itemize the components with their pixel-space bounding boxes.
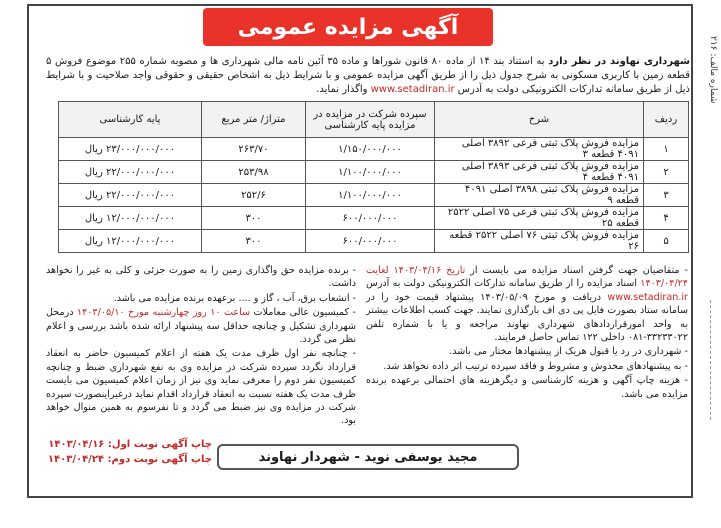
cell-row-number: ۵ <box>644 230 689 253</box>
signature-text: مجید یوسفی نوید - شهردار نهاوند <box>258 449 478 465</box>
cell-base-price: ۲۳/۰۰۰/۰۰۰/۰۰۰ ریال <box>59 138 202 161</box>
term-text: اسناد مزایده را از طریق سامانه تدارکات الکترونیکی دولت به آدرس <box>366 278 641 290</box>
col-header-row-number: ردیف <box>644 102 689 138</box>
cell-row-number: ۴ <box>644 207 689 230</box>
terms-column-right <box>366 264 688 402</box>
cell-row-number: ۱ <box>644 138 689 161</box>
table-header-row <box>59 102 689 138</box>
cell-area: ۲۵۳/۹۸ <box>202 161 306 184</box>
intro-paragraph <box>46 55 690 97</box>
setadiran-link[interactable]: www.setadiran.ir <box>370 84 455 95</box>
intro-text-2: واگذار نماید. <box>316 84 371 95</box>
cell-deposit: ۱/۱۰۰/۰۰۰/۰۰۰ <box>306 161 435 184</box>
term-no-transfer: - برنده مزایده حق واگذاری زمین را به صورت جزئی و کلی به غیر را نخواهد داشت. <box>46 265 356 290</box>
cell-base-price: ۲۲/۰۰۰/۰۰۰/۰۰۰ ریال <box>59 184 202 207</box>
second-publication-date: چاپ آگهی نوبت دوم: ۱۴۰۳/۰۴/۲۴ <box>47 454 212 465</box>
mayor-signature <box>217 444 519 470</box>
ad-number-label: شماره مالف: ۲۱۶ <box>708 36 718 104</box>
cell-description: مزایده فروش پلاک ثبتی فرعی ۳۸۹۲ اصلی ۴۰۹۱ قطعه ۳ <box>435 138 644 161</box>
term-text: - کمیسیون عالی معاملات <box>250 307 357 319</box>
term-utilities: - انشعاب برق، آب ، گاز و .... برعهده برنده مزایده می باشد. <box>113 292 356 304</box>
term-invalid-bids: - به پیشنهادهای مخدوش و مشروط و فاقد سپرده ترتیب اثر داده نخواهد شد. <box>383 360 688 372</box>
col-header-description: شرح <box>435 102 644 138</box>
cell-row-number: ۳ <box>644 184 689 207</box>
publication-dates <box>42 437 212 467</box>
table-row <box>59 207 689 230</box>
col-header-area: متراژ/ متر مربع <box>202 102 306 138</box>
cut-line <box>709 300 711 420</box>
cell-area: ۳۰۰ <box>202 230 306 253</box>
col-header-deposit: سپرده شرکت در مزایده در مزایده پایه کارشناسی <box>306 102 435 138</box>
cell-area: ۳۰۰ <box>202 207 306 230</box>
table-row <box>59 184 689 207</box>
side-margin <box>695 0 721 528</box>
cell-deposit: ۱/۱۰۰/۰۰۰/۰۰۰ <box>306 184 435 207</box>
table-row <box>59 230 689 253</box>
term-document-purchase <box>366 264 688 344</box>
term-text: درمحل شهرداری تشکیل و چنانچه حداقل سه پیشنهاد ارائه شده باشد بررسی و اعلام نظر می گردد. <box>46 307 356 346</box>
cell-description: مزایده فروش پلاک ثبتی ۷۶ اصلی ۲۵۲۲ قطعه ۲۶ <box>435 230 644 253</box>
cell-row-number: ۲ <box>644 161 689 184</box>
table-row <box>59 138 689 161</box>
first-publication-date: چاپ آگهی نوبت اول: ۱۴۰۳/۰۴/۱۶ <box>48 439 212 450</box>
purchase-date-range: تاریخ ۱۴۰۳/۰۴/۱۶ لغایت ۱۴۰۳/۰۴/۲۴ <box>366 265 688 290</box>
cell-base-price: ۲۲/۰۰۰/۰۰۰/۰۰۰ ریال <box>59 161 202 184</box>
title-banner <box>203 8 493 46</box>
intro-text-1: به استناد بند ۱۴ از ماده ۸۰ قانون شوراها و ماده ۳۵ آئین نامه مالی شهرداری ها و مصوبه شماره ۲۵۵ موضوع فروش ۵ قطعه زمین با کاربری مسکونی به شرح جدول ذیل را از طریق آگهی مزایده عمومی و با شرایط ذیل به اشخاص حقیقی و حقوقی واجد صلاحیت و با شرایط ذیل از طریق سامانه تدارکات الکترونیکی دولت به آدرس <box>46 56 690 95</box>
cell-area: ۲۶۳/۷۰ <box>202 138 306 161</box>
cell-description: مزایده فروش پلاک ثبتی فرعی ۳۸۹۳ اصلی ۴۰۹۱ قطعه ۴ <box>435 161 644 184</box>
auction-table <box>58 101 689 253</box>
page-title: آگهی مزایده عمومی <box>237 14 459 40</box>
term-commission <box>46 306 356 346</box>
term-text: - متقاضیان جهت گرفتن اسناد مزایده می بایست از <box>465 265 688 276</box>
cell-area: ۲۵۲/۶ <box>202 184 306 207</box>
org-name: شهرداری نهاوند در نظر دارد <box>548 56 690 67</box>
term-fees: - هزینه چاپ آگهی و هزینه کارشناسی و دیگرهزینه های احتمالی برعهده برنده مزایده می باشد. <box>366 375 688 400</box>
cell-base-price: ۱۲/۰۰۰/۰۰۰/۰۰۰ ریال <box>59 207 202 230</box>
term-winner-deadline: - چنانچه نفر اول ظرف مدت یک هفته از اعلام کمیسیون حاضر به انعقاد قرارداد نگردد سپرده شرکت در مزایده وی به نفع شهرداری ضبط و چنانچه کمیسیون نفر دوم را معرفی نماید وی نیز از زمان اعلام کمیسیون می بایست ظرف مدت یک هفته نسبت به انعقاد قرارداد اقدام نماید درغیراینصورت سپرده شرکت در مزایده وی نیز ضبط می گردد و تا نفرسوم به همین منوال خواهد بود. <box>46 348 356 427</box>
cell-deposit: ۱/۱۵۰/۰۰۰/۰۰۰ <box>306 138 435 161</box>
term-text: دریافت و مورخ ۱۴۰۳/۰۵/۰۹ پیشنهاد قیمت خود را در سامانه ستاد بصورت فایل پی دی اف بارگذاری نمایند. جهت کسب اطلاعات بیشتر به واحد امورقراردادهای شهرداری نهاوند مراجعه و یا با شماره تلفن ۳۳۲۳۳۰۲۲-۰۸۱ داخلی ۱۲۲ تماس حاصل فرمایند. <box>366 291 688 344</box>
table-row <box>59 161 689 184</box>
cell-description: مزایده فروش پلاک ثبتی فرعی ۷۵ اصلی ۲۵۲۲ قطعه ۲۵ <box>435 207 644 230</box>
setadiran-link[interactable]: www.setadiran.ir <box>607 291 688 303</box>
commission-date: ساعت ۱۰ روز چهارشنبه مورخ ۱۴۰۳/۰۵/۱۰ <box>76 307 251 319</box>
term-reject-right: - شهرداری در رد یا قبول هریک از پیشنهادها مختار می باشد. <box>449 346 688 358</box>
cell-description: مزایده فروش پلاک ثبتی ۳۸۹۸ اصلی ۴۰۹۱ قطعه ۹ <box>435 184 644 207</box>
terms-column-left <box>46 264 356 429</box>
cell-deposit: ۶۰۰/۰۰۰/۰۰۰ <box>306 207 435 230</box>
cell-base-price: ۱۲/۰۰۰/۰۰۰/۰۰۰ ریال <box>59 230 202 253</box>
col-header-base-price: پایه کارشناسی <box>59 102 202 138</box>
cell-deposit: ۶۰۰/۰۰۰/۰۰۰ <box>306 230 435 253</box>
